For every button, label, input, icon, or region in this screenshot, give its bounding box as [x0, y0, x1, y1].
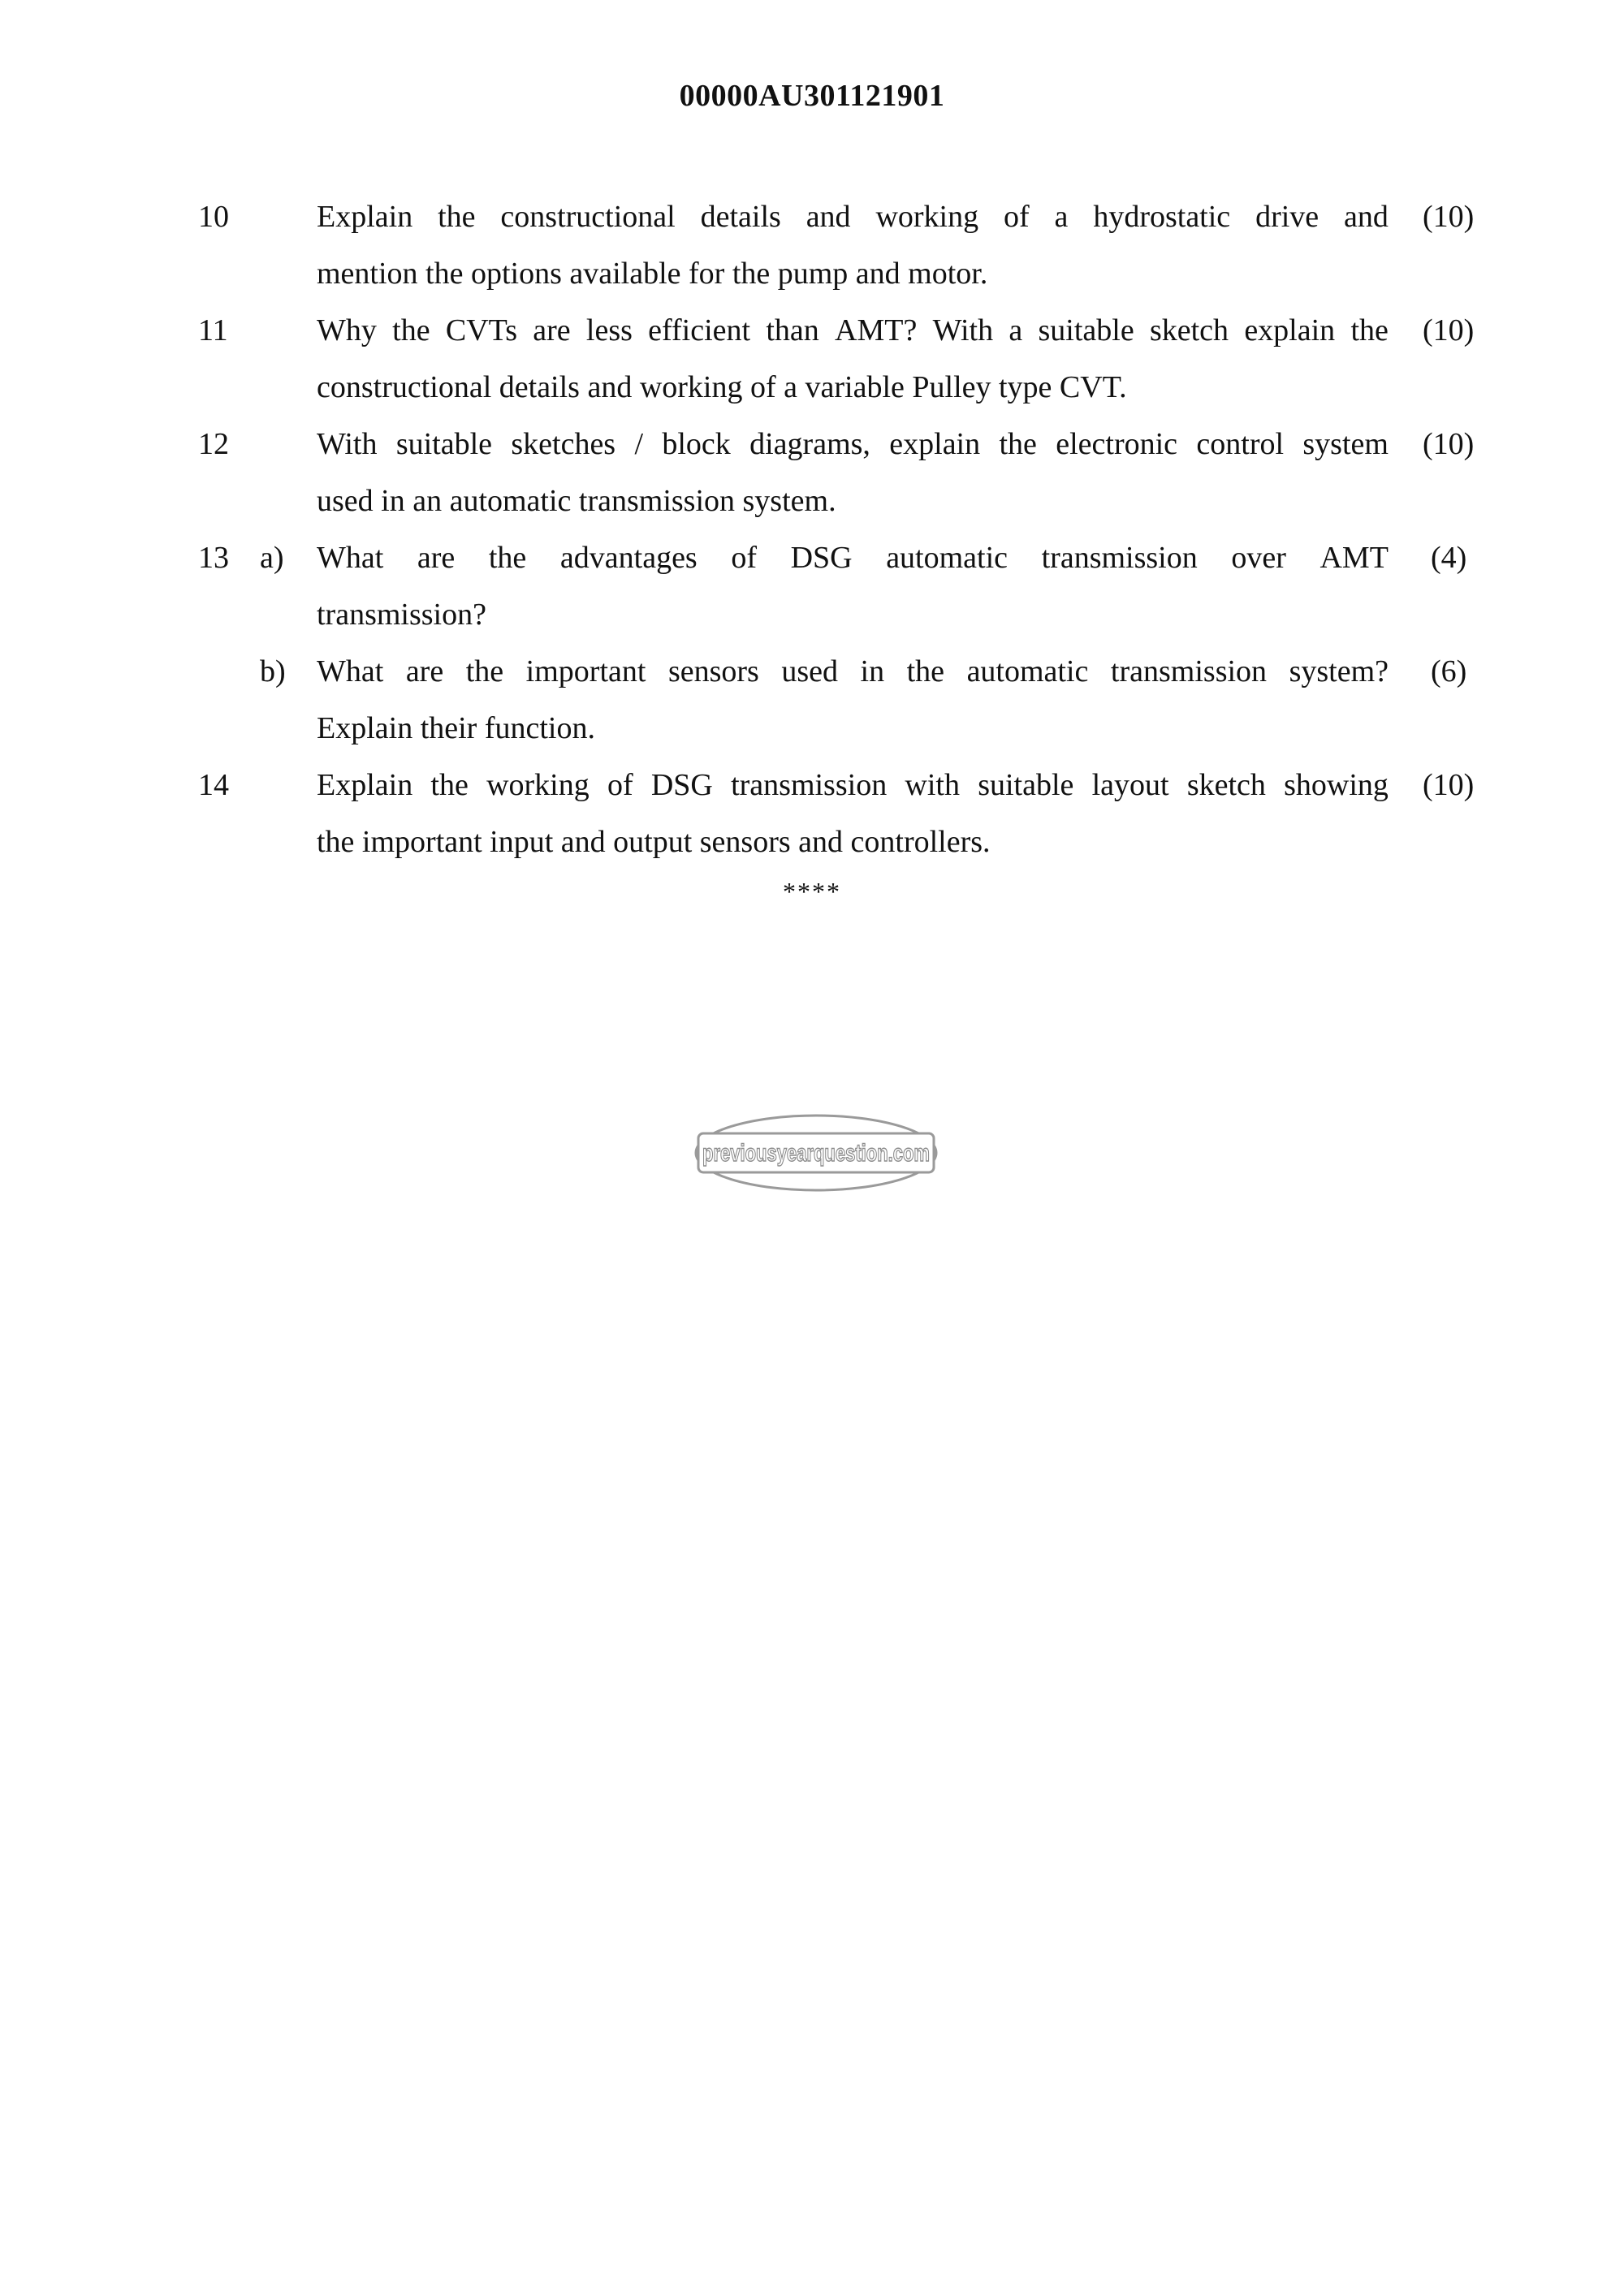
- question-word: the: [465, 654, 504, 688]
- question-word: advantages: [559, 541, 698, 575]
- question-text-line1: [317, 643, 1389, 700]
- question-word: are: [417, 541, 456, 575]
- question-word: over: [1231, 541, 1286, 575]
- question-word: CVTs: [445, 313, 517, 347]
- question-word: suitable: [978, 768, 1074, 802]
- question-13a: [0, 529, 1624, 643]
- question-word: than: [766, 313, 819, 347]
- question-text-line1: [317, 416, 1389, 473]
- question-word: sketch: [1186, 768, 1266, 802]
- question-number: 13: [198, 541, 229, 575]
- question-text-line1: [317, 529, 1389, 586]
- question-word: hydrostatic: [1093, 200, 1231, 234]
- question-word: in: [860, 654, 885, 688]
- question-word: the: [488, 541, 527, 575]
- question-word: and: [806, 200, 851, 234]
- question-text: [317, 188, 1389, 302]
- end-of-paper-mark: ****: [783, 877, 841, 906]
- question-marks: (10): [1423, 313, 1475, 347]
- question-text-line2: constructional details and working of a variable Pulley type CVT.: [317, 370, 1127, 404]
- question-word: transmission: [1110, 654, 1268, 688]
- question-word: electronic: [1056, 427, 1178, 461]
- question-word: sensors: [667, 654, 759, 688]
- question-marks: (10): [1423, 200, 1475, 234]
- question-marks: (4): [1431, 541, 1467, 575]
- question-text-line2: used in an automatic transmission system.: [317, 484, 836, 518]
- question-word: the: [1350, 313, 1389, 347]
- question-marks: (10): [1423, 427, 1475, 461]
- question-text-line1: [317, 302, 1389, 359]
- question-word: suitable: [1038, 313, 1134, 347]
- question-number: 11: [198, 313, 228, 347]
- question-word: automatic: [966, 654, 1089, 688]
- question-word: With: [932, 313, 994, 347]
- question-sub-label: a): [260, 541, 284, 575]
- question-13b: [0, 643, 1624, 757]
- watermark-logo: [693, 1112, 939, 1193]
- question-word: explain: [1244, 313, 1336, 347]
- question-word: of: [1004, 200, 1030, 234]
- question-word: With: [317, 427, 378, 461]
- question-word: with: [905, 768, 960, 802]
- question-text: [317, 302, 1389, 416]
- question-10: [0, 188, 1624, 302]
- question-word: suitable: [395, 427, 493, 461]
- question-word: important: [525, 654, 646, 688]
- question-word: the: [430, 768, 469, 802]
- question-word: Explain: [317, 768, 413, 802]
- question-text-line1: [317, 188, 1389, 245]
- question-marks: (6): [1431, 654, 1467, 688]
- question-number: 10: [198, 200, 229, 234]
- question-word: working: [875, 200, 979, 234]
- question-marks: (10): [1423, 768, 1475, 802]
- question-word: system?: [1289, 654, 1389, 688]
- question-word: AMT?: [835, 313, 918, 347]
- question-word: automatic: [886, 541, 1009, 575]
- question-word: sketches: [511, 427, 616, 461]
- question-14: [0, 757, 1624, 870]
- question-word: What: [317, 541, 384, 575]
- question-word: constructional: [500, 200, 676, 234]
- question-list: [0, 188, 1624, 870]
- question-word: of: [607, 768, 633, 802]
- question-text: [317, 757, 1389, 870]
- question-word: Why: [317, 313, 377, 347]
- question-word: the: [438, 200, 476, 234]
- question-word: used: [781, 654, 839, 688]
- question-word: Explain: [317, 200, 413, 234]
- question-word: /: [634, 427, 643, 461]
- question-word: drive: [1255, 200, 1320, 234]
- question-word: diagrams,: [749, 427, 870, 461]
- question-word: are: [405, 654, 444, 688]
- question-word: system: [1302, 427, 1389, 461]
- question-text: [317, 529, 1389, 643]
- question-text: [317, 416, 1389, 529]
- question-text: [317, 643, 1389, 757]
- question-word: details: [700, 200, 781, 234]
- question-word: efficient: [648, 313, 751, 347]
- question-word: showing: [1284, 768, 1389, 802]
- question-word: and: [1344, 200, 1389, 234]
- question-sub-label: b): [260, 654, 286, 688]
- question-word: sketch: [1149, 313, 1229, 347]
- question-word: the: [906, 654, 945, 688]
- question-word: control: [1196, 427, 1285, 461]
- question-word: layout: [1091, 768, 1169, 802]
- question-11: [0, 302, 1624, 416]
- question-word: the: [392, 313, 430, 347]
- question-word: transmission: [731, 768, 888, 802]
- watermark-text: previousyearquestion.com: [702, 1140, 930, 1167]
- question-word: DSG: [790, 541, 853, 575]
- question-word: a: [1054, 200, 1069, 234]
- question-word: the: [999, 427, 1037, 461]
- question-word: of: [731, 541, 757, 575]
- question-word: DSG: [650, 768, 713, 802]
- question-word: a: [1009, 313, 1023, 347]
- question-word: block: [662, 427, 731, 461]
- question-word: AMT: [1320, 541, 1389, 575]
- question-text-line2: the important input and output sensors and controllers.: [317, 825, 991, 859]
- question-word: transmission: [1041, 541, 1198, 575]
- question-text-line2: Explain their function.: [317, 711, 595, 745]
- question-text-line2: transmission?: [317, 598, 486, 632]
- question-word: working: [486, 768, 590, 802]
- paper-code: 00000AU301121901: [679, 79, 945, 113]
- question-number: 14: [198, 768, 229, 802]
- question-word: less: [585, 313, 633, 347]
- question-word: are: [533, 313, 571, 347]
- question-word: What: [317, 654, 384, 688]
- question-number: 12: [198, 427, 229, 461]
- question-12: [0, 416, 1624, 529]
- question-text-line2: mention the options available for the pump and motor.: [317, 257, 988, 291]
- question-word: explain: [889, 427, 981, 461]
- question-text-line1: [317, 757, 1389, 814]
